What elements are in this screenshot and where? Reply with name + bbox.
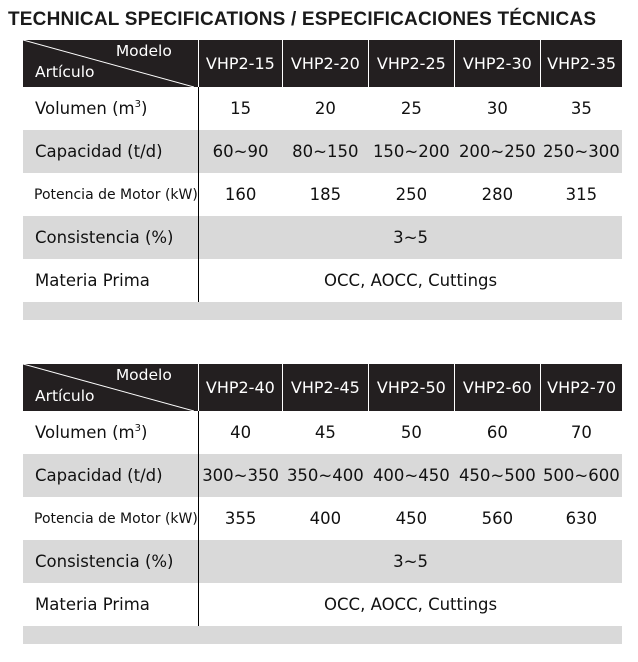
capacity-row xyxy=(23,130,622,173)
model-header: VHP2-25 xyxy=(368,40,454,87)
power-cell: 315 xyxy=(565,185,598,204)
capacity-cell: 350~400 xyxy=(282,454,368,497)
model-header: VHP2-20 xyxy=(282,40,368,87)
capacity-cell: 60~90 xyxy=(198,130,282,173)
power-cell: 160 xyxy=(224,185,257,204)
capacity-cell: 80~150 xyxy=(282,130,368,173)
material-cell: OCC, AOCC, Cuttings xyxy=(324,595,498,614)
model-header: VHP2-30 xyxy=(454,40,540,87)
power-cell: 250 xyxy=(395,185,428,204)
capacity-label: Capacidad (t/d) xyxy=(23,454,198,497)
page-title: TECHNICAL SPECIFICATIONS / ESPECIFICACIONES TÉCNICAS xyxy=(8,9,597,30)
model-header: VHP2-35 xyxy=(540,40,622,87)
corner-header-cell xyxy=(23,364,198,411)
consistency-cell: 3~5 xyxy=(198,216,622,259)
capacity-row xyxy=(23,454,622,497)
capacity-cell: 400~450 xyxy=(368,454,454,497)
footer-bar xyxy=(23,302,622,320)
consistency-label: Consistencia (%) xyxy=(23,540,198,583)
consistency-row xyxy=(23,216,622,259)
spec-table-2 xyxy=(23,364,622,644)
capacity-cell: 500~600 xyxy=(540,454,622,497)
consistency-row xyxy=(23,540,622,583)
capacity-label: Capacidad (t/d) xyxy=(23,130,198,173)
corner-header-cell xyxy=(23,40,198,87)
material-label: Materia Prima xyxy=(23,259,198,302)
power-cell: 450 xyxy=(395,509,428,528)
material-row xyxy=(23,259,622,302)
material-label: Materia Prima xyxy=(23,583,198,626)
power-row xyxy=(23,173,622,216)
power-row xyxy=(23,497,622,540)
volume-cell: 15 xyxy=(230,99,252,118)
capacity-cell: 250~300 xyxy=(540,130,622,173)
article-label: Artículo xyxy=(35,63,95,81)
power-label: Potencia de Motor (kW) xyxy=(23,497,198,540)
footer-bar xyxy=(23,626,622,644)
volume-cell: 25 xyxy=(400,99,422,118)
model-header: VHP2-15 xyxy=(198,40,282,87)
power-cell: 400 xyxy=(309,509,342,528)
model-header: VHP2-70 xyxy=(540,364,622,411)
volume-cell: 70 xyxy=(570,423,592,442)
power-cell: 560 xyxy=(481,509,514,528)
power-cell: 355 xyxy=(224,509,257,528)
capacity-cell: 300~350 xyxy=(198,454,282,497)
power-cell: 185 xyxy=(309,185,342,204)
power-cell: 630 xyxy=(565,509,598,528)
power-label: Potencia de Motor (kW) xyxy=(23,173,198,216)
volume-cell: 40 xyxy=(230,423,252,442)
volume-row xyxy=(23,87,622,130)
article-label: Artículo xyxy=(35,387,95,405)
model-label: Modelo xyxy=(115,366,172,384)
consistency-label: Consistencia (%) xyxy=(23,216,198,259)
material-row xyxy=(23,583,622,626)
capacity-cell: 150~200 xyxy=(368,130,454,173)
material-cell: OCC, AOCC, Cuttings xyxy=(324,271,498,290)
volume-label: Volumen $(m^3)$ xyxy=(23,411,198,454)
capacity-cell: 200~250 xyxy=(454,130,540,173)
header-row xyxy=(23,364,622,411)
header-row xyxy=(23,40,622,87)
volume-cell: 50 xyxy=(400,423,422,442)
volume-cell: 30 xyxy=(486,99,508,118)
volume-cell: 35 xyxy=(570,99,592,118)
model-header: VHP2-45 xyxy=(282,364,368,411)
model-header: VHP2-60 xyxy=(454,364,540,411)
spec-table-1 xyxy=(23,40,622,320)
volume-cell: 60 xyxy=(486,423,508,442)
volume-cell: 20 xyxy=(314,99,336,118)
model-header: VHP2-40 xyxy=(198,364,282,411)
power-cell: 280 xyxy=(481,185,514,204)
consistency-cell: 3~5 xyxy=(198,540,622,583)
model-label: Modelo xyxy=(115,42,172,60)
volume-label: Volumen $(m^3)$ xyxy=(23,87,198,130)
capacity-cell: 450~500 xyxy=(454,454,540,497)
model-header: VHP2-50 xyxy=(368,364,454,411)
volume-cell: 45 xyxy=(314,423,336,442)
volume-row xyxy=(23,411,622,454)
